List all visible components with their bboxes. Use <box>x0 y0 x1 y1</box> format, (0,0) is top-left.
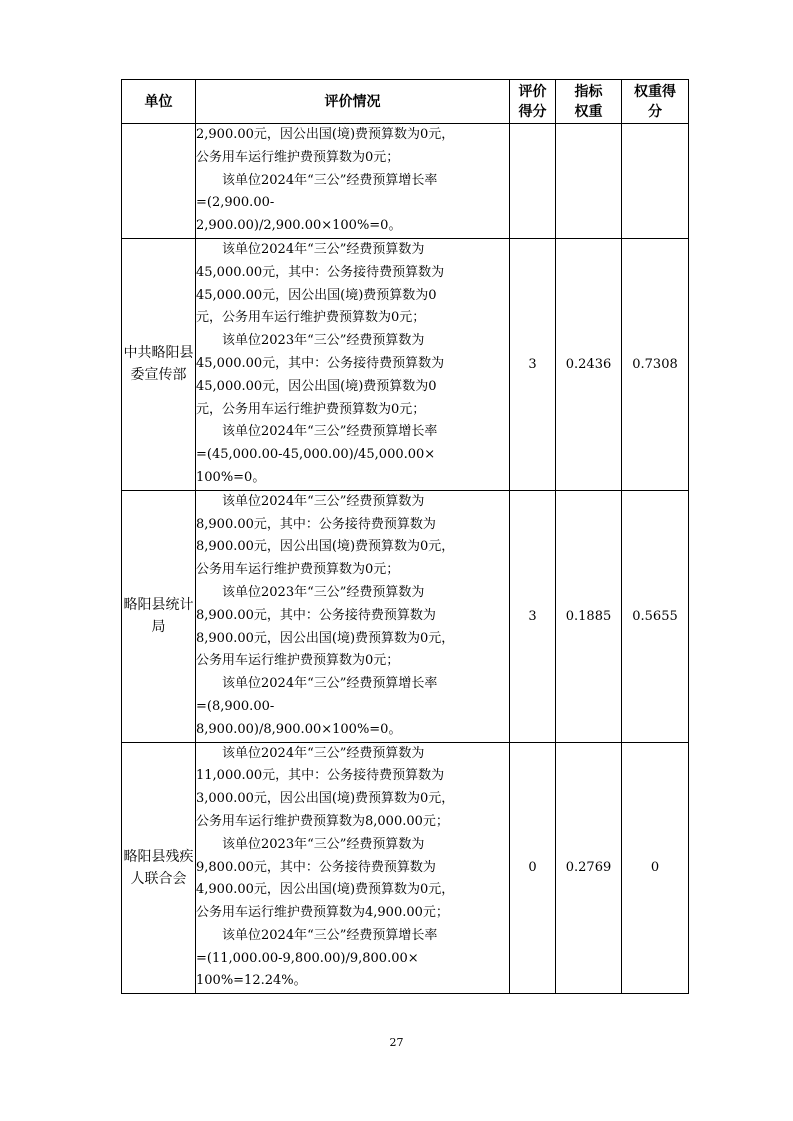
table-row <box>122 238 689 490</box>
description-line: 8,900.00元，其中：公务接待费预算数为 <box>196 607 436 623</box>
description-line: 公务用车运行维护费预算数为0元； <box>196 149 400 165</box>
description-line: 公务用车运行维护费预算数为0元； <box>196 653 400 669</box>
description-line: 该单位2024年“三公”经费预算数为 <box>222 493 425 509</box>
description-line: 45,000.00元，其中：公务接待费预算数为 <box>196 355 445 371</box>
description-line: 该单位2024年“三公”经费预算增长率 <box>222 424 438 440</box>
weighted-score-cell: 0 <box>622 742 689 994</box>
header-score: 评价得分 <box>510 80 556 124</box>
evaluation-table <box>121 79 689 994</box>
unit-cell <box>122 124 196 239</box>
description-line: 4,900.00元，因公出国(境)费预算数为0元， <box>196 882 455 898</box>
description-line: 2,900.00元，因公出国(境)费预算数为0元， <box>196 127 455 142</box>
table-row <box>122 490 689 742</box>
table-row <box>122 124 689 239</box>
description-line: 8,900.00元，因公出国(境)费预算数为0元， <box>196 539 455 555</box>
description-line: 100%=0。 <box>196 469 266 485</box>
description-line: 该单位2024年“三公”经费预算增长率 <box>222 172 438 188</box>
description-line: 该单位2024年“三公”经费预算增长率 <box>222 676 438 692</box>
weight-cell: 0.2769 <box>556 742 622 994</box>
description-cell <box>196 238 510 490</box>
description-line: 该单位2023年“三公”经费预算数为 <box>222 333 425 349</box>
description-line: 45,000.00元，因公出国(境)费预算数为0 <box>196 378 437 394</box>
description-line: 8,900.00)/8,900.00×100%=0。 <box>196 721 402 737</box>
description-line: 公务用车运行维护费预算数为4,900.00元； <box>196 905 449 921</box>
description-line: 8,900.00元，因公出国(境)费预算数为0元， <box>196 630 455 646</box>
weight-cell <box>556 124 622 239</box>
weight-cell: 0.2436 <box>556 238 622 490</box>
table-row <box>122 742 689 994</box>
description-line: =(45,000.00-45,000.00)/45,000.00× <box>196 447 436 463</box>
description-cell <box>196 490 510 742</box>
description-line: 该单位2024年“三公”经费预算数为 <box>222 745 425 761</box>
description-line: 45,000.00元，其中：公务接待费预算数为 <box>196 264 445 280</box>
description-line: =(8,900.00- <box>196 698 275 714</box>
description-cell <box>196 742 510 994</box>
description-line: =(11,000.00-9,800.00)/9,800.00× <box>196 950 419 966</box>
description-line: 公务用车运行维护费预算数为0元； <box>196 562 400 578</box>
page-number: 27 <box>389 1036 404 1049</box>
unit-cell: 略阳县残疾人联合会 <box>122 742 196 994</box>
description-line: 3,000.00元，因公出国(境)费预算数为0元， <box>196 791 455 807</box>
description-line: 9,800.00元，其中：公务接待费预算数为 <box>196 859 436 875</box>
description-line: 该单位2023年“三公”经费预算数为 <box>222 836 425 852</box>
description-line: 45,000.00元，因公出国(境)费预算数为0 <box>196 287 437 303</box>
score-cell: 0 <box>510 742 556 994</box>
score-cell: 3 <box>510 490 556 742</box>
score-cell <box>510 124 556 239</box>
description-line: 8,900.00元，其中：公务接待费预算数为 <box>196 516 436 532</box>
description-line: 该单位2023年“三公”经费预算数为 <box>222 584 425 600</box>
header-weighted-score: 权重得分 <box>622 80 689 124</box>
unit-cell: 中共略阳县委宣传部 <box>122 238 196 490</box>
header-weight: 指标权重 <box>556 80 622 124</box>
description-cell <box>196 124 510 239</box>
description-line: 100%=12.24%。 <box>196 973 307 989</box>
description-line: 11,000.00元，其中：公务接待费预算数为 <box>196 768 445 784</box>
score-cell: 3 <box>510 238 556 490</box>
table-header-row <box>122 80 689 124</box>
header-description: 评价情况 <box>196 80 510 124</box>
weighted-score-cell: 0.7308 <box>622 238 689 490</box>
weighted-score-cell: 0.5655 <box>622 490 689 742</box>
unit-cell: 略阳县统计局 <box>122 490 196 742</box>
weight-cell: 0.1885 <box>556 490 622 742</box>
description-line: =(2,900.00- <box>196 195 275 211</box>
description-line: 该单位2024年“三公”经费预算增长率 <box>222 927 438 943</box>
weighted-score-cell <box>622 124 689 239</box>
description-line: 元，公务用车运行维护费预算数为0元； <box>196 310 426 326</box>
description-line: 公务用车运行维护费预算数为8,000.00元； <box>196 813 449 829</box>
description-line: 元，公务用车运行维护费预算数为0元； <box>196 401 426 417</box>
description-line: 2,900.00)/2,900.00×100%=0。 <box>196 218 402 234</box>
description-line: 该单位2024年“三公”经费预算数为 <box>222 241 425 257</box>
header-unit: 单位 <box>122 80 196 124</box>
